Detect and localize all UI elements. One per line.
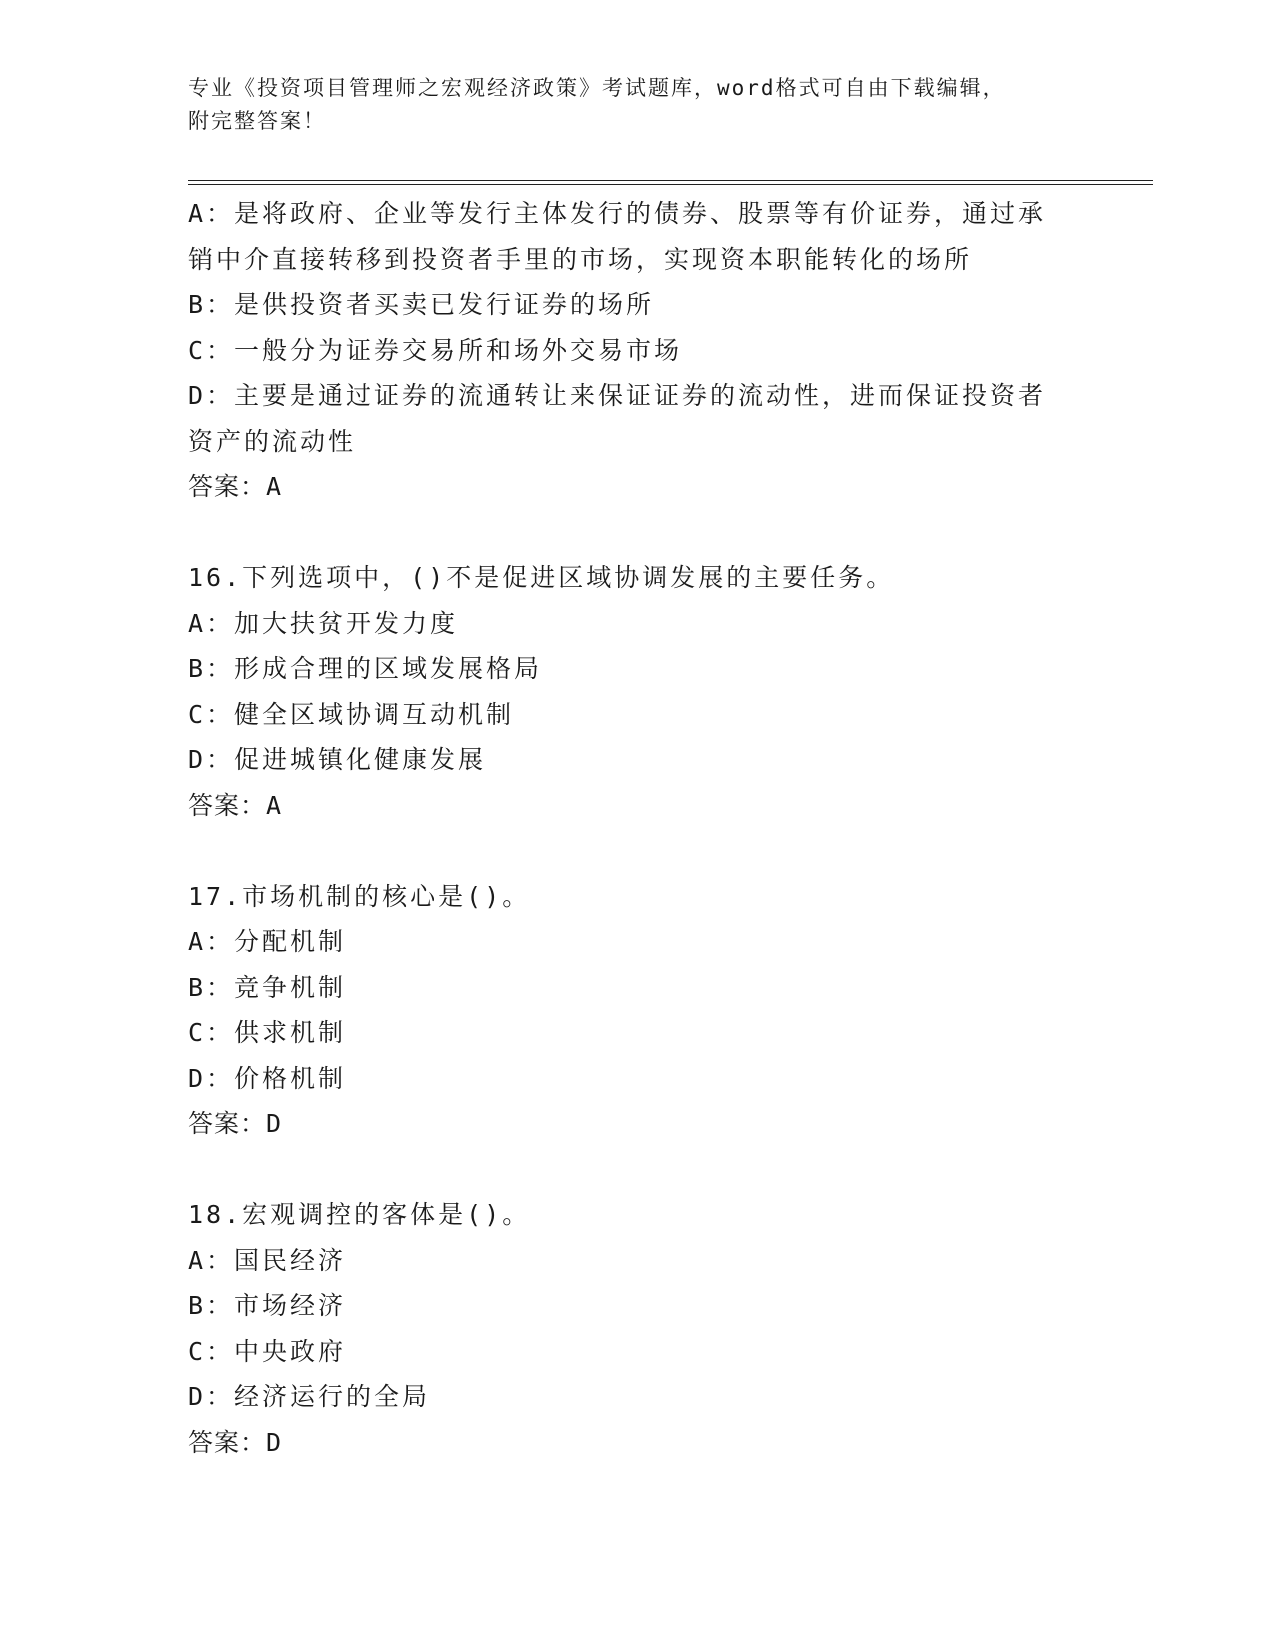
answer: 答案：D (188, 1427, 283, 1457)
spacer (188, 510, 1088, 556)
question-stem: 18.宏观调控的客体是()。 (188, 1200, 531, 1229)
option-b: B：形成合理的区域发展格局 (188, 654, 543, 683)
option-c: C：健全区域协调互动机制 (188, 699, 515, 729)
option-d: D：经济运行的全局 (188, 1382, 431, 1411)
option-c: C：中央政府 (188, 1336, 347, 1366)
question-body (188, 191, 1088, 1465)
option-c: C：一般分为证券交易所和场外交易市场 (188, 335, 683, 365)
option-a-line-1: A：是将政府、企业等发行主体发行的债券、股票等有价证券，通过承 (188, 199, 1047, 228)
document-header (188, 72, 1088, 138)
option-a: A：加大扶贫开发力度 (188, 608, 459, 638)
answer: 答案：A (188, 790, 283, 820)
option-d: D：促进城镇化健康发展 (188, 745, 487, 774)
question-17 (188, 874, 1088, 1147)
question-stem: 17.市场机制的核心是()。 (188, 881, 531, 911)
option-c: C：供求机制 (188, 1018, 347, 1047)
header-line-1: 专业《投资项目管理师之宏观经济政策》考试题库，word格式可自由下载编辑， (188, 76, 1006, 100)
question-18 (188, 1192, 1088, 1465)
answer: 答案：A (188, 472, 283, 501)
option-b: B：是供投资者买卖已发行证券的场所 (188, 290, 655, 319)
option-a: A：国民经济 (188, 1245, 347, 1275)
option-b: B：市场经济 (188, 1291, 347, 1320)
option-b: B：竞争机制 (188, 972, 347, 1002)
option-d-line-2: 资产的流动性 (188, 426, 357, 456)
header-line-2: 附完整答案！ (188, 109, 326, 133)
question-16 (188, 555, 1088, 828)
header-rule-bottom (188, 184, 1153, 185)
spacer (188, 1147, 1088, 1193)
option-a: A：分配机制 (188, 927, 347, 956)
spacer (188, 828, 1088, 874)
answer: 答案：D (188, 1109, 283, 1138)
option-d: D：价格机制 (188, 1063, 347, 1093)
option-d-line-1: D：主要是通过证券的流通转让来保证证券的流动性，进而保证投资者 (188, 381, 1047, 410)
question-15 (188, 191, 1088, 510)
question-stem: 16.下列选项中，()不是促进区域协调发展的主要任务。 (188, 563, 895, 592)
header-rule-top (188, 180, 1153, 181)
option-a-line-2: 销中介直接转移到投资者手里的市场，实现资本职能转化的场所 (188, 244, 973, 274)
